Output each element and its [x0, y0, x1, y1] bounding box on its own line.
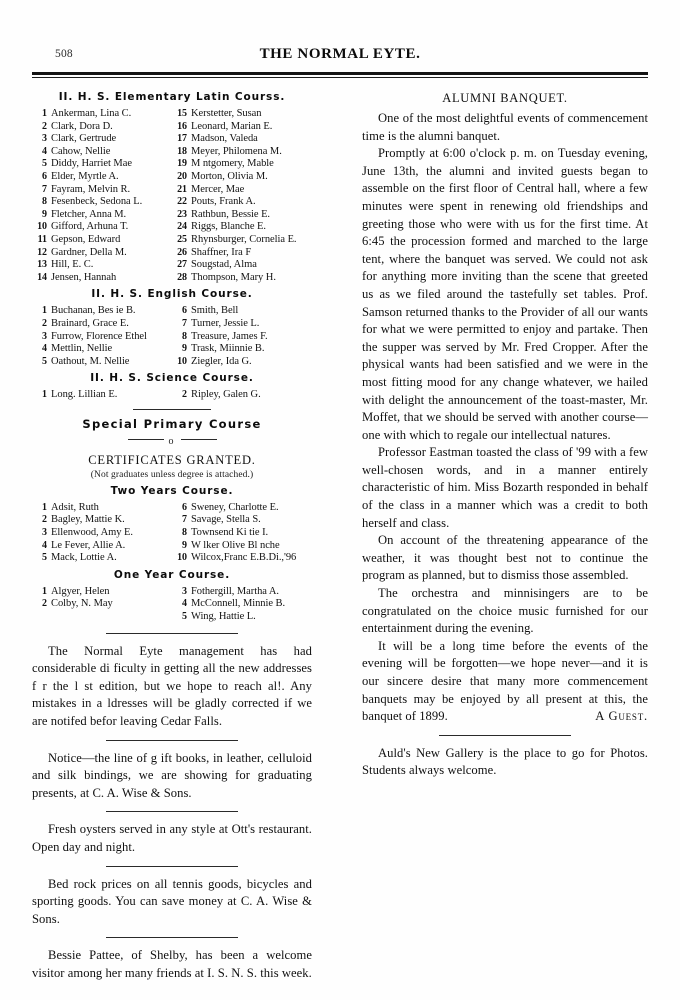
column-gutter: [320, 91, 360, 981]
list-item: [172, 108, 312, 121]
list-item-name: Rhynsburger, Cornelia E.: [191, 233, 297, 245]
list-item-name: Thompson, Mary H.: [191, 271, 276, 283]
list-item-number: 14: [37, 271, 47, 283]
list-item-number: 2: [42, 598, 47, 610]
list-item-name: Trask, Miinnie B.: [191, 343, 265, 355]
list-item-name: Adsit, Ruth: [51, 501, 99, 513]
list-item: [172, 586, 312, 599]
list-item: [32, 552, 172, 565]
list-item-name: Pouts, Frank A.: [191, 196, 256, 208]
list-item: [172, 598, 312, 611]
list-item: [32, 146, 172, 159]
list-item: [172, 356, 312, 369]
list-item-number: 1: [42, 585, 47, 597]
right-column: [360, 91, 648, 981]
list-item-number: 9: [182, 539, 187, 551]
note-paragraph: Notice—the line of g ift books, in leather, celluloid and silk bindings, we are showing for graduating presents, at C. A. Wise & Sons.: [32, 750, 312, 800]
list-item: [172, 343, 312, 356]
list-item: [172, 272, 312, 285]
namelist-right-half: [172, 305, 312, 368]
namelist-one-year-course: [32, 586, 312, 624]
list-item-name: Hill, E. C.: [51, 259, 94, 271]
list-item-number: 2: [42, 317, 47, 329]
heading-english-course: II. H. S. English Course.: [91, 288, 253, 301]
list-item-number: 28: [177, 271, 187, 283]
list-item-name: Mettlin, Nellie: [51, 343, 113, 355]
note-divider: [106, 740, 238, 741]
column-container: [32, 91, 648, 981]
list-item: [32, 389, 172, 402]
list-item-number: 19: [177, 158, 187, 170]
footer-note: Auld's New Gallery is the place to go for Photos. Students always welcome.: [362, 745, 648, 778]
article-closing-paragraph: [362, 638, 648, 726]
certificates-note: (Not graduates unless degree is attached.): [90, 469, 254, 480]
heading-science-course: II. H. S. Science Course.: [90, 372, 254, 385]
list-item-name: Rathbun, Bessie E.: [191, 208, 271, 220]
list-item-number: 6: [182, 305, 187, 317]
list-item-number: 4: [182, 598, 187, 610]
list-item-name: Long. Lillian E.: [51, 389, 118, 401]
list-item-number: 8: [42, 196, 47, 208]
list-item: [32, 305, 172, 318]
list-item: [32, 356, 172, 369]
list-item-name: Gepson, Edward: [51, 233, 121, 245]
list-item-number: 11: [37, 233, 47, 245]
list-item-number: 7: [42, 183, 47, 195]
heading-elementary-latin: II. H. S. Elementary Latin Courss.: [58, 91, 286, 103]
closing-text: It will be a long time before the events of the evening will be forgotten—we hope never—and it is our sincere desire that many more commencement banquets may be enjoyed by all present at this, the banquet of 1899.: [362, 638, 648, 724]
list-item-name: Ziegler, Ida G.: [191, 355, 252, 367]
heading-two-years-course: Two Years Course.: [110, 484, 234, 497]
note-paragraph: Fresh oysters served in any style at Ott's restaurant. Open day and night.: [32, 822, 312, 854]
list-item-name: Fayram, Melvin R.: [51, 183, 131, 195]
list-item-name: Ripley, Galen G.: [191, 389, 261, 401]
list-item-name: Fothergill, Martha A.: [191, 585, 280, 597]
list-item-number: 8: [182, 330, 187, 342]
list-item-number: 4: [42, 145, 47, 157]
list-item-name: Townsend Ki tie I.: [191, 527, 269, 539]
namelist-right-half: [172, 108, 312, 284]
list-item-name: Turner, Jessie L.: [191, 317, 260, 329]
note-paragraph: Bessie Pattee, of Shelby, has been a welcome visitor among her many friends at I. S. N. S. this week.: [32, 948, 312, 980]
list-item-name: Clark, Gertrude: [51, 133, 117, 145]
namelist-science-course: [32, 389, 312, 402]
list-item-number: 5: [182, 611, 187, 623]
list-item: [32, 598, 172, 611]
list-item: [172, 234, 312, 247]
list-item-number: 10: [177, 552, 187, 564]
list-item-number: 5: [42, 552, 47, 564]
list-item-name: Meyer, Philomena M.: [191, 145, 282, 157]
article-title: ALUMNI BANQUET.: [442, 91, 568, 105]
list-item: [32, 272, 172, 285]
list-item: [32, 586, 172, 599]
list-item: [172, 121, 312, 134]
list-item-number: 25: [177, 233, 187, 245]
list-item-name: Mack, Lottie A.: [51, 552, 117, 564]
list-item: [32, 259, 172, 272]
note-paragraph: Bed rock prices on all tennis goods, bicycles and sporting goods. You can save money at C. A. Wise & Sons.: [32, 876, 312, 926]
note-divider: [106, 811, 238, 812]
list-item-name: Furrow, Florence Ethel: [51, 330, 147, 342]
list-item-number: 13: [37, 259, 47, 271]
list-item-name: Treasure, James F.: [191, 330, 268, 342]
list-item-name: Gifford, Arhuna T.: [51, 221, 129, 233]
ornament-bar-right: [181, 439, 217, 440]
list-item: [172, 158, 312, 171]
article-paragraph: On account of the threatening appearance of the weather, it was thought best not to continue the program as planned, but to dismiss those assembled.: [362, 533, 648, 583]
section-divider: [133, 409, 211, 410]
running-title: THE NORMAL EYTE.: [259, 46, 421, 62]
note-paragraph: The Normal Eyte management has had considerable di ficulty in getting all the new addresses f r the l st edition, but we hope to reach al!. Any mistakes in a ldresses will be gladly corrected if we are notifed befor leaving Cedar Falls.: [32, 643, 312, 728]
list-item: [172, 196, 312, 209]
list-item: [32, 158, 172, 171]
article-paragraph: One of the most delightful events of commencement time is the alumni banquet.: [362, 111, 648, 143]
list-item: [172, 133, 312, 146]
list-item: [172, 171, 312, 184]
list-item-number: 15: [177, 108, 187, 119]
namelist-right-half: [172, 502, 312, 565]
list-item-name: Morton, Olivia M.: [191, 170, 268, 182]
list-item-name: Sweney, Charlotte E.: [191, 501, 279, 513]
list-item-number: 21: [177, 183, 187, 195]
list-item-name: McConnell, Minnie B.: [191, 598, 286, 610]
list-item-name: Elder, Myrtle A.: [51, 170, 119, 182]
namelist-left-half: [32, 305, 172, 368]
list-item: [172, 209, 312, 222]
list-item-name: Diddy, Harriet Mae: [51, 158, 132, 170]
list-item-number: 8: [182, 527, 187, 539]
namelist-elementary-latin: [32, 108, 312, 284]
list-item-number: 10: [177, 355, 187, 367]
list-item: [172, 331, 312, 344]
list-item-number: 18: [177, 145, 187, 157]
note-divider: [106, 937, 238, 938]
list-item-number: 5: [42, 355, 47, 367]
list-item-number: 9: [42, 208, 47, 220]
masthead-rule: [32, 72, 648, 78]
list-item-number: 7: [182, 317, 187, 329]
heading-special-primary-course: Special Primary Course: [82, 416, 262, 431]
list-item-number: 4: [42, 539, 47, 551]
list-item-name: Wilcox,Franc E.B.Di.,'96: [191, 552, 297, 564]
list-item: [172, 527, 312, 540]
list-item: [32, 514, 172, 527]
page-number: 508: [55, 48, 73, 60]
list-item-number: 20: [177, 170, 187, 182]
namelist-left-half: [32, 389, 172, 402]
list-item-number: 12: [37, 246, 47, 258]
list-item-number: 23: [177, 208, 187, 220]
list-item-name: Sougstad, Alma: [191, 259, 257, 271]
list-item: [32, 527, 172, 540]
list-item-name: Kerstetter, Susan: [191, 108, 262, 119]
list-item-name: Fletcher, Anna M.: [51, 208, 127, 220]
list-item-name: Clark, Dora D.: [51, 120, 113, 132]
list-item: [32, 196, 172, 209]
list-item-name: Shaffner, Ira F: [191, 246, 252, 258]
list-item-name: M ntgomery, Mable: [191, 158, 274, 170]
list-item: [32, 331, 172, 344]
list-item: [172, 540, 312, 553]
list-item-name: W lker Olive Bl nche: [191, 539, 280, 551]
list-item-number: 1: [42, 389, 47, 401]
list-item-name: Mercer, Mae: [191, 183, 245, 195]
list-item: [172, 389, 312, 402]
list-item: [172, 305, 312, 318]
list-item-number: 16: [177, 120, 187, 132]
list-item: [32, 247, 172, 260]
article-paragraph: Professor Eastman toasted the class of '99 with a few well-chosen words, and in a manner entirely characteristic of him. Miss Bozarth responded in behalf of the class in a manner which was a credit to both herself and class.: [362, 445, 648, 530]
list-item-number: 2: [182, 389, 187, 401]
list-item-number: 5: [42, 158, 47, 170]
namelist-two-years-course: [32, 502, 312, 565]
namelist-left-half: [32, 586, 172, 624]
list-item-number: 3: [182, 585, 187, 597]
article-paragraph: The orchestra and minnisingers are to be congratulated on the choice music furnished for our entertainment during the evening.: [362, 586, 648, 636]
list-item: [32, 234, 172, 247]
list-item-number: 4: [42, 343, 47, 355]
list-item-name: Leonard, Marian E.: [191, 120, 273, 132]
list-item: [32, 108, 172, 121]
list-item-name: Smith, Bell: [191, 305, 239, 317]
list-item-number: 3: [42, 330, 47, 342]
namelist-english-course: [32, 305, 312, 368]
list-item-name: Savage, Stella S.: [191, 514, 261, 526]
list-item-name: Ankerman, Lina C.: [51, 108, 132, 119]
list-item: [32, 209, 172, 222]
article-divider: [439, 735, 571, 736]
list-item: [32, 540, 172, 553]
list-item-name: Algyer, Helen: [51, 585, 110, 597]
list-item-name: Le Fever, Allie A.: [51, 539, 126, 551]
list-item: [172, 318, 312, 331]
list-item: [172, 146, 312, 159]
section-divider: [106, 633, 238, 634]
list-item-number: 6: [42, 170, 47, 182]
list-item-number: 1: [42, 108, 47, 119]
list-item-number: 1: [42, 305, 47, 317]
masthead: [32, 46, 648, 68]
heading-one-year-course: One Year Course.: [113, 568, 231, 581]
note-divider: [106, 866, 238, 867]
article-signature: A Guest.: [595, 709, 648, 724]
list-item-name: Jensen, Hannah: [51, 271, 117, 283]
list-item-name: Riggs, Blanche E.: [191, 221, 266, 233]
list-item-name: Bagley, Mattie K.: [51, 514, 125, 526]
list-item: [32, 318, 172, 331]
namelist-right-half: [172, 389, 312, 402]
heading-certificates-granted: CERTIFICATES GRANTED.: [88, 452, 256, 467]
list-item: [32, 343, 172, 356]
list-item: [172, 552, 312, 565]
list-item: [32, 221, 172, 234]
list-item: [172, 184, 312, 197]
namelist-left-half: [32, 502, 172, 565]
list-item-number: 10: [37, 221, 47, 233]
list-item: [172, 514, 312, 527]
ornament-bar-left: [128, 439, 164, 440]
list-item-number: 3: [42, 133, 47, 145]
list-item-number: 27: [177, 259, 187, 271]
list-item-number: 1: [42, 501, 47, 513]
list-item-number: 2: [42, 514, 47, 526]
list-item: [32, 171, 172, 184]
list-item: [172, 247, 312, 260]
article-paragraph: Promptly at 6:00 o'clock p. m. on Tuesday evening, June 13th, the alumni and invited guests began to assemble on the first floor of Central hall, where a few minutes were spent in renewing old friendships and greeting those who were with us for the first time. At 6:45 the procession formed and marched to the large tent, where the banquet was served. We could not ask for anything more inviting than the scene that greeted us as we filed around the tastefully set tables. Prof. Samson returned thanks to the Provider of all our wants for what we were permitted to enjoy and partake. Then the supper was served by Mr. Fred Cropper. After the physical wants had been satisfied and we were in the most fitting mood for any change whatever, we hailed with delight the announcement of the toast-master, Mr. Moffet, that we should be served with another course—one with which to regale our intellectual natures.: [362, 146, 648, 442]
namelist-right-half: [172, 586, 312, 624]
list-item-number: 17: [177, 133, 187, 145]
namelist-left-half: [32, 108, 172, 284]
list-item: [32, 133, 172, 146]
list-item-name: Oathout, M. Nellie: [51, 355, 130, 367]
list-item-name: Madson, Valeda: [191, 133, 258, 145]
list-item: [32, 502, 172, 515]
list-item-number: 24: [177, 221, 187, 233]
list-item: [172, 259, 312, 272]
list-item-number: 3: [42, 527, 47, 539]
list-item-number: 9: [182, 343, 187, 355]
list-item: [172, 221, 312, 234]
list-item: [172, 611, 312, 624]
list-item-number: 26: [177, 246, 187, 258]
left-column: [32, 91, 320, 981]
list-item: [172, 502, 312, 515]
list-item-name: Colby, N. May: [51, 598, 113, 610]
list-item-name: Brainard, Grace E.: [51, 317, 129, 329]
list-item-name: Fesenbeck, Sedona L.: [51, 196, 143, 208]
list-item: [32, 121, 172, 134]
list-item-number: 7: [182, 514, 187, 526]
list-item-name: Gardner, Della M.: [51, 246, 127, 258]
list-item-number: 6: [182, 501, 187, 513]
ornament-divider: o: [32, 437, 312, 447]
list-item-name: Ellenwood, Amy E.: [51, 527, 133, 539]
list-item-number: 2: [42, 120, 47, 132]
list-item-name: Buchanan, Bes ie B.: [51, 305, 136, 317]
list-item-name: Wing, Hattie L.: [191, 611, 256, 623]
list-item-name: Cahow, Nellie: [51, 145, 111, 157]
list-item: [32, 184, 172, 197]
list-item-number: 22: [177, 196, 187, 208]
